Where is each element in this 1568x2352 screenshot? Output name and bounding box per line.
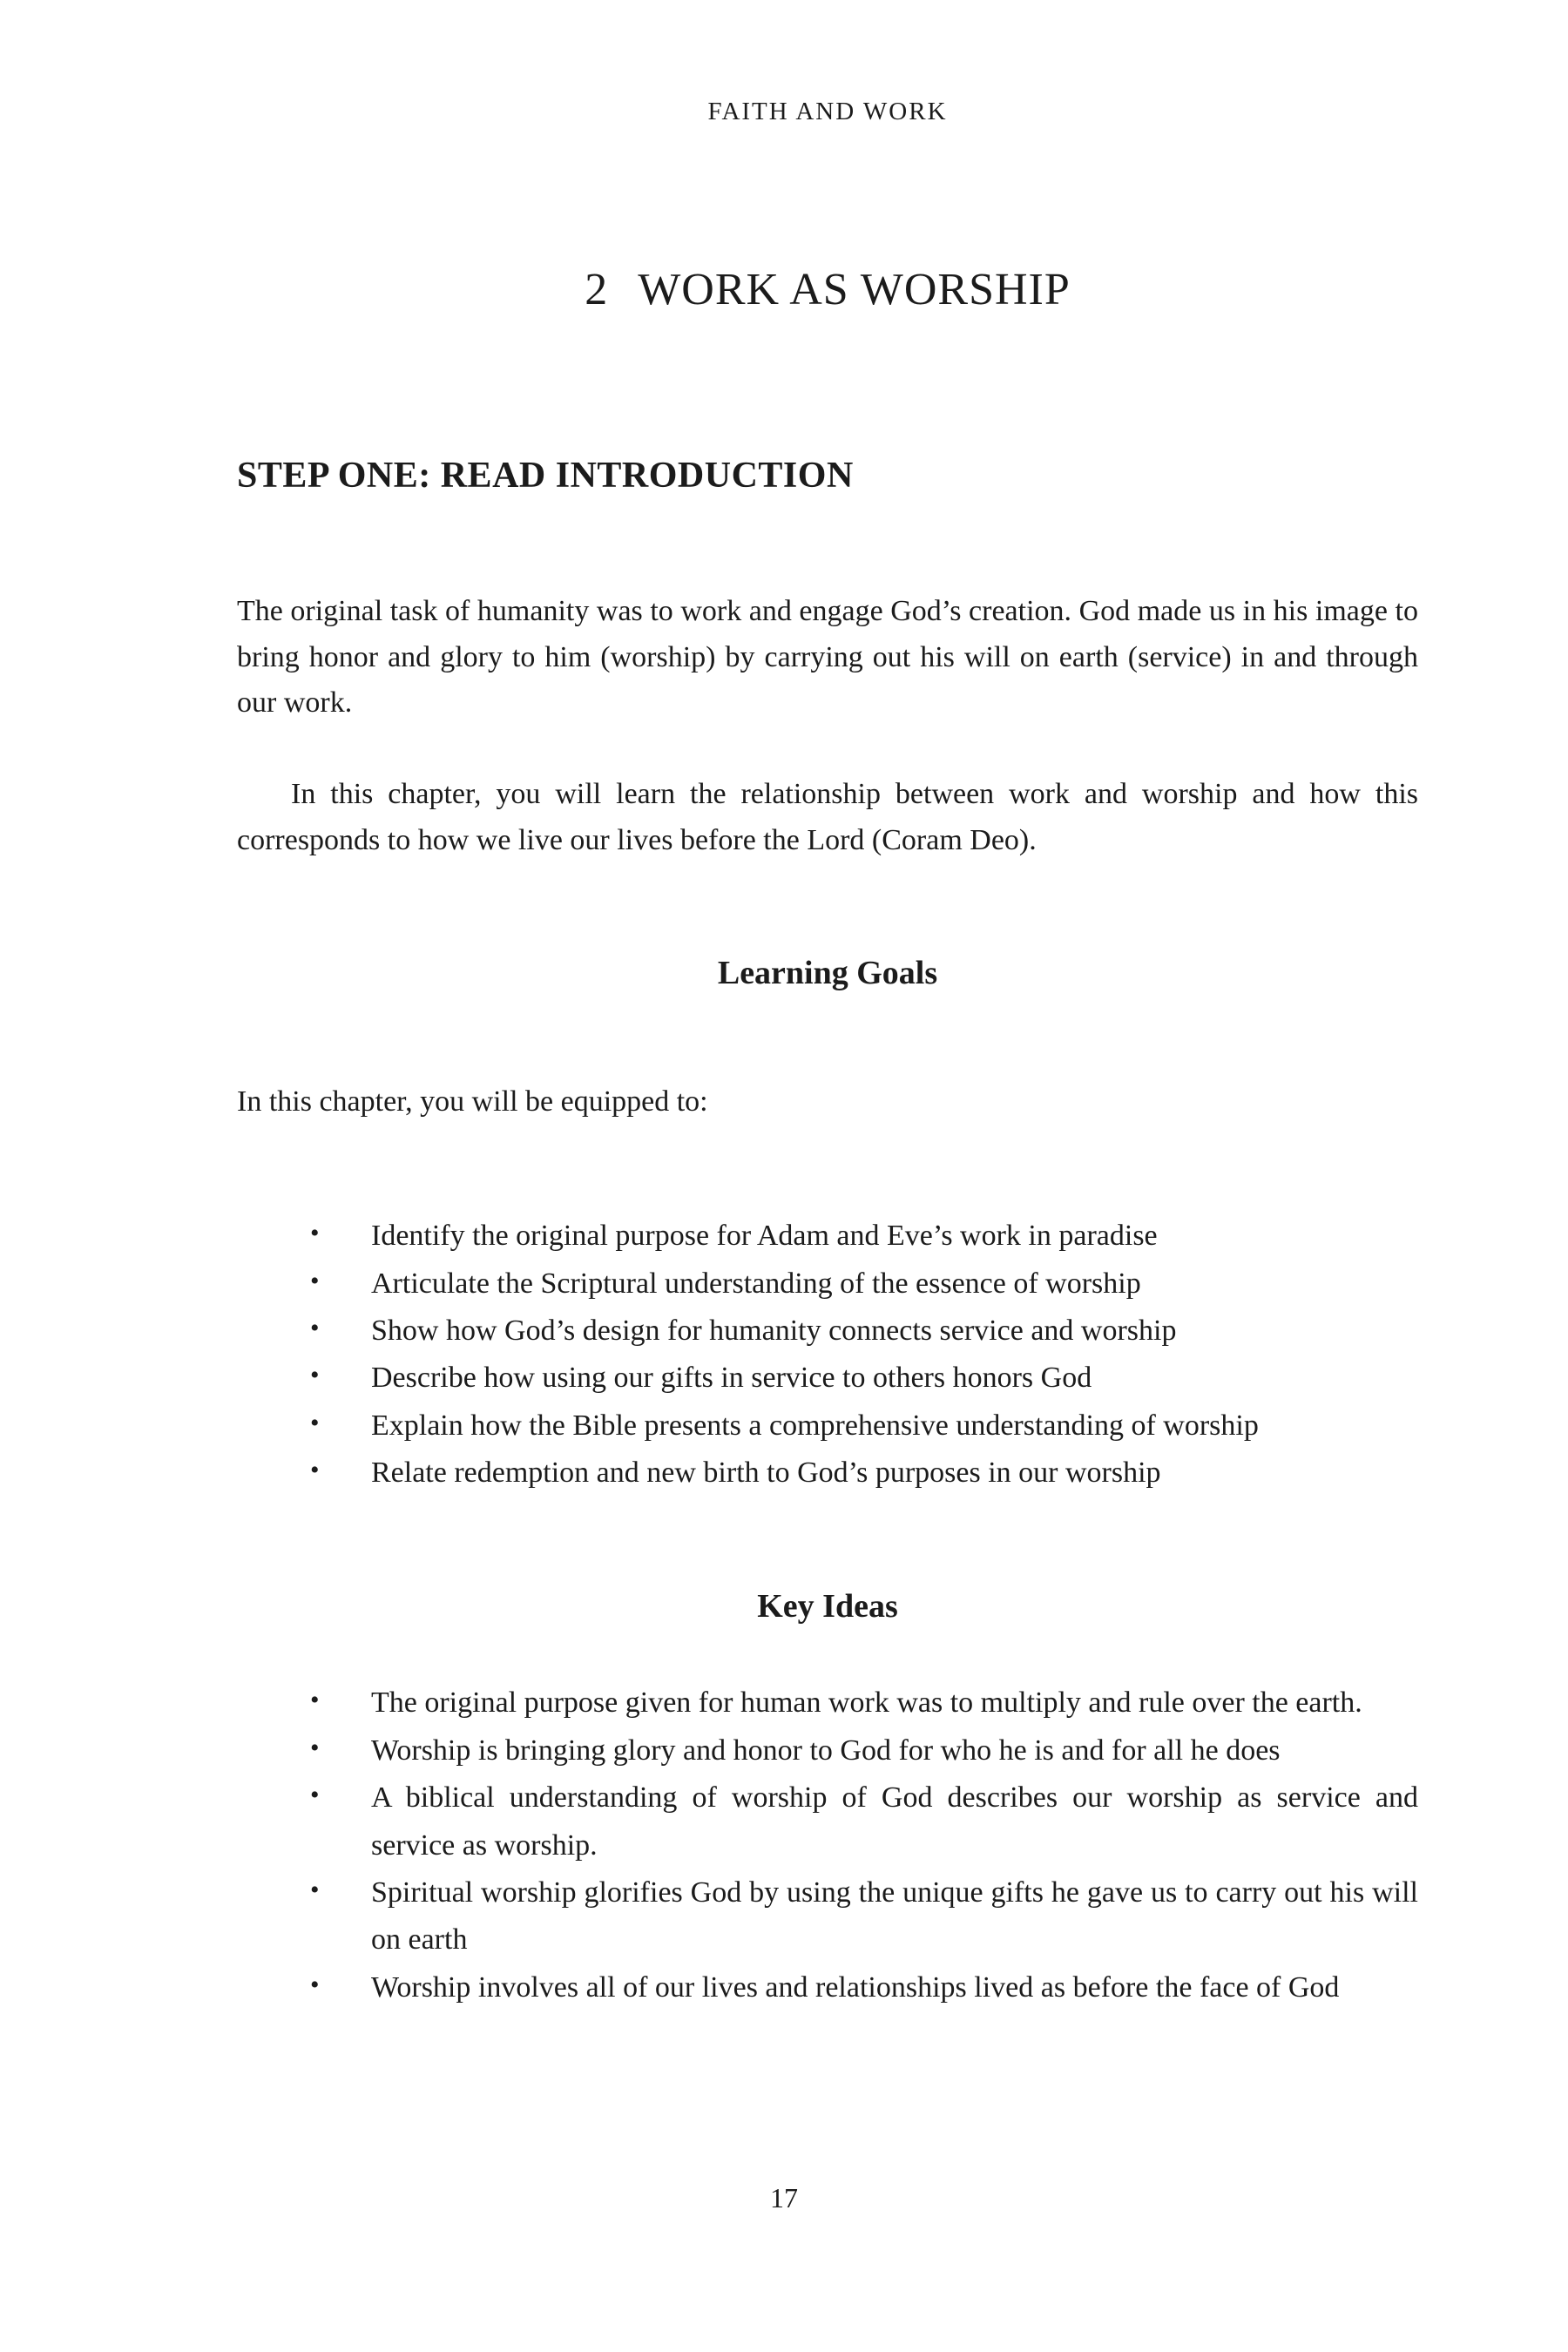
- bullet-marker: •: [310, 1970, 320, 1999]
- bullet-item: [310, 1869, 1418, 1964]
- paragraph-intro-2: In this chapter, you will learn the relationship between work and worship and how this corresponds to how we live our lives before the Lord (Coram Deo).: [237, 778, 1418, 856]
- bullet-text: Worship is bringing glory and honor to God for who he is and for all he does: [371, 1734, 1281, 1767]
- paragraph-intro-1: The original task of humanity was to work and engage God’s creation. God made us in his image to bring honor and glory to him (worship) by carrying out his will on earth (service) in and through our work.: [237, 595, 1418, 720]
- bullet-marker: •: [310, 1456, 320, 1485]
- chapter-number: 2: [585, 265, 609, 314]
- bullet-text: Articulate the Scriptural understanding of the essence of worship: [371, 1267, 1141, 1300]
- bullet-item: [310, 1213, 1418, 1260]
- bullet-item: [310, 1680, 1418, 1727]
- bullet-text: Describe how using our gifts in service to others honors God: [371, 1362, 1092, 1395]
- bullet-text: The original purpose given for human work was to multiply and rule over the earth.: [371, 1686, 1362, 1720]
- bullet-marker: •: [310, 1313, 320, 1342]
- bullet-marker: •: [310, 1266, 320, 1295]
- bullet-item: [310, 1308, 1418, 1355]
- bullet-item: [310, 1450, 1418, 1497]
- bullet-item: [310, 1964, 1418, 2011]
- learning-goals-intro: In this chapter, you will be equipped to:: [237, 1085, 708, 1119]
- bullet-marker: •: [310, 1733, 320, 1762]
- learning-goals-heading: Learning Goals: [717, 955, 938, 992]
- bullet-text: Show how God’s design for humanity connects service and worship: [371, 1314, 1177, 1347]
- page-number: 17: [770, 2182, 798, 2213]
- running-header: FAITH AND WORK: [707, 98, 948, 125]
- chapter-title-text: WORK AS WORSHIP: [638, 265, 1071, 314]
- chapter-title: [237, 264, 1418, 315]
- bullet-marker: •: [310, 1781, 320, 1810]
- bullet-item: [310, 1260, 1418, 1308]
- learning-goals-list: [310, 1213, 1418, 1497]
- bullet-text: Spiritual worship glorifies God by using the unique gifts he gave us to carry out his will on earth: [371, 1876, 1418, 1957]
- bullet-item: [310, 1355, 1418, 1402]
- section-heading-step-one: STEP ONE: READ INTRODUCTION: [237, 456, 854, 496]
- bullet-text: Worship involves all of our lives and relationships lived as before the face of God: [371, 1970, 1340, 2004]
- bullet-item: [310, 1402, 1418, 1450]
- bullet-text: Identify the original purpose for Adam and Eve’s work in paradise: [371, 1220, 1158, 1253]
- bullet-marker: •: [310, 1876, 320, 1905]
- bullet-item: [310, 1727, 1418, 1774]
- bullet-marker: •: [310, 1408, 320, 1437]
- bullet-text: A biblical understanding of worship of God describes our worship as service and service as worship.: [371, 1781, 1418, 1862]
- bullet-text: Relate redemption and new birth to God’s purposes in our worship: [371, 1456, 1161, 1490]
- bullet-marker: •: [310, 1219, 320, 1248]
- bullet-marker: •: [310, 1361, 320, 1390]
- bullet-marker: •: [310, 1686, 320, 1715]
- key-ideas-list: [310, 1680, 1418, 2011]
- bullet-item: [310, 1774, 1418, 1869]
- key-ideas-heading: Key Ideas: [757, 1588, 898, 1625]
- bullet-text: Explain how the Bible presents a comprehensive understanding of worship: [371, 1409, 1259, 1442]
